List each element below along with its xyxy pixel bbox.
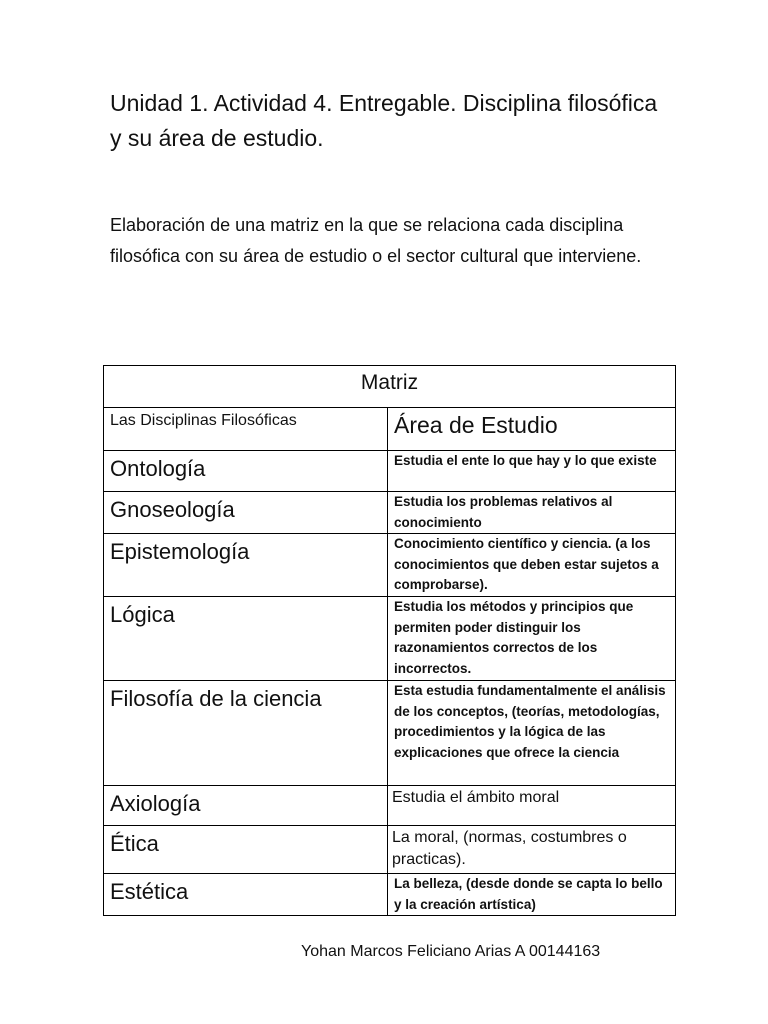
table-row <box>104 681 676 786</box>
matrix-caption: Matriz <box>104 366 676 408</box>
table-row <box>104 874 676 916</box>
table-row <box>104 826 676 874</box>
discipline-cell: Lógica <box>104 597 388 681</box>
area-cell: Estudia el ente lo que hay y lo que existe <box>388 451 676 492</box>
area-cell: La moral, (normas, costumbres o practicas). <box>388 826 676 874</box>
table-row <box>104 451 676 492</box>
area-cell: La belleza, (desde donde se capta lo bello y la creación artística) <box>388 874 676 916</box>
table-row <box>104 597 676 681</box>
header-area: Área de Estudio <box>388 408 676 451</box>
matrix-table <box>103 365 676 916</box>
table-row <box>104 786 676 826</box>
header-disciplines: Las Disciplinas Filosóficas <box>104 408 388 451</box>
area-cell: Conocimiento científico y ciencia. (a los conocimientos que deben estar sujetos a comprobarse). <box>388 534 676 597</box>
discipline-cell: Gnoseología <box>104 492 388 534</box>
table-row <box>104 534 676 597</box>
discipline-cell: Ética <box>104 826 388 874</box>
author-line: Yohan Marcos Feliciano Arias A 00144163 <box>301 943 601 960</box>
discipline-cell: Axiología <box>104 786 388 826</box>
intro-paragraph: Elaboración de una matriz en la que se relaciona cada disciplina filosófica con su área de estudio o el sector cultural que interviene. <box>110 215 642 266</box>
document-title: Unidad 1. Actividad 4. Entregable. Disciplina filosófica y su área de estudio. <box>110 90 658 151</box>
discipline-cell: Ontología <box>104 451 388 492</box>
table-row <box>104 492 676 534</box>
matrix-caption-row <box>104 366 676 408</box>
area-cell: Estudia los problemas relativos al conocimiento <box>388 492 676 534</box>
matrix-header-row <box>104 408 676 451</box>
discipline-cell: Estética <box>104 874 388 916</box>
discipline-cell: Epistemología <box>104 534 388 597</box>
area-cell: Esta estudia fundamentalmente el análisis de los conceptos, (teorías, metodologías, procedimientos y la lógica de las explicaciones que ofrece la ciencia <box>388 681 676 786</box>
discipline-cell: Filosofía de la ciencia <box>104 681 388 786</box>
area-cell: Estudia los métodos y principios que permiten poder distinguir los razonamientos correctos de los incorrectos. <box>388 597 676 681</box>
area-cell: Estudia el ámbito moral <box>388 786 676 826</box>
